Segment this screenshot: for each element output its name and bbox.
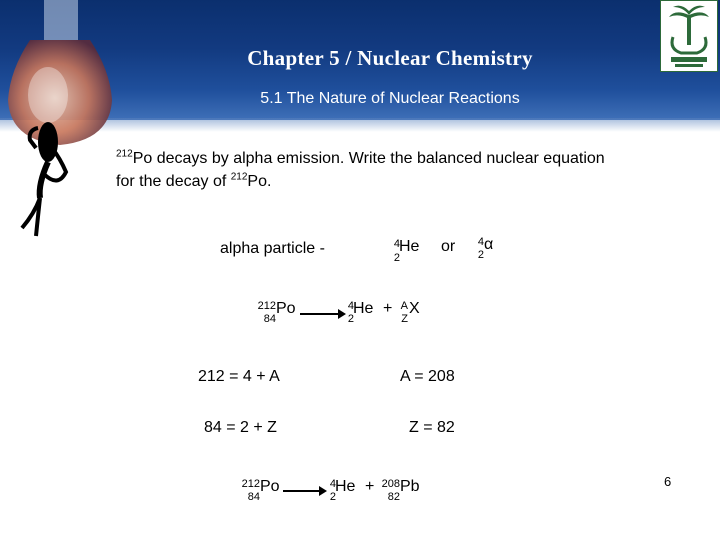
- element-symbol: He: [335, 478, 356, 495]
- atomic-number: 2: [347, 313, 354, 325]
- plus-sign: +: [383, 300, 393, 317]
- atomic-balance-result: Z = 82: [409, 419, 455, 436]
- mass-number: 212: [257, 300, 276, 312]
- slide-title: Chapter 5 / Nuclear Chemistry: [247, 46, 533, 70]
- element-symbol: He: [399, 238, 420, 255]
- problem-text: for the decay of: [116, 173, 231, 190]
- mass-number: 208: [381, 478, 400, 490]
- page-number: 6: [664, 474, 672, 489]
- or-text: or: [441, 238, 456, 255]
- element-symbol: Pb: [400, 478, 420, 495]
- element-symbol: He: [353, 300, 374, 317]
- atomic-number: 2: [393, 252, 400, 264]
- problem-text: Po decays by alpha emission. Write the balanced nuclear equation: [132, 150, 605, 167]
- mass-number: 212: [241, 478, 260, 490]
- atomic-number: 2: [329, 491, 336, 503]
- alpha-particle-label: alpha particle -: [220, 240, 325, 257]
- atomic-number: 2: [477, 249, 484, 261]
- mass-balance-equation: 212 = 4 + A: [198, 368, 280, 385]
- problem-line-1: [116, 150, 605, 168]
- problem-text: Po.: [247, 173, 272, 190]
- reaction-arrow: [283, 490, 325, 492]
- mass-number: 4: [347, 300, 354, 312]
- atomic-number: 82: [387, 491, 400, 503]
- problem-line-2: [116, 173, 271, 191]
- slide-subtitle: 5.1 The Nature of Nuclear Reactions: [260, 90, 520, 107]
- po-mass-number: 212: [230, 171, 248, 183]
- mass-number: A: [400, 300, 408, 312]
- atomic-balance-equation: 84 = 2 + Z: [204, 419, 277, 436]
- element-symbol: X: [409, 300, 420, 317]
- element-symbol: Po: [260, 478, 280, 495]
- plus-sign: +: [365, 478, 375, 495]
- atomic-number: Z: [401, 313, 408, 325]
- mass-balance-result: A = 208: [400, 368, 455, 385]
- element-symbol: α: [484, 236, 494, 253]
- mass-number: 4: [477, 236, 484, 248]
- atomic-number: 84: [263, 313, 276, 325]
- university-logo: [660, 0, 718, 72]
- palm-emblem-icon: [661, 1, 717, 71]
- mass-number: 4: [393, 238, 400, 250]
- thinking-figure-icon: [8, 118, 78, 238]
- atomic-number: 84: [247, 491, 260, 503]
- element-symbol: Po: [276, 300, 296, 317]
- reaction-arrow: [300, 313, 344, 315]
- mass-number: 4: [329, 478, 336, 490]
- po-mass-number: 212: [116, 148, 133, 160]
